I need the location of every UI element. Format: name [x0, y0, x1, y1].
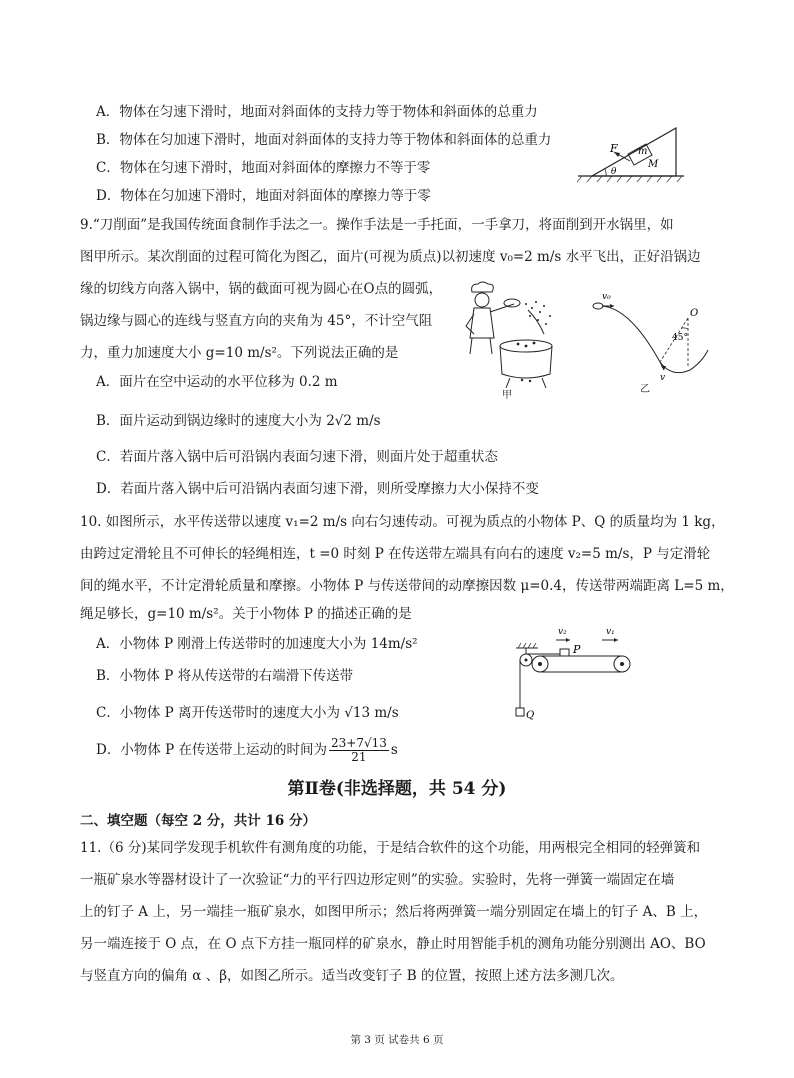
- q10-fig-p: P: [573, 643, 581, 656]
- q10-option-b: B．小物体 P 将从传送带的右端滑下传送带: [96, 668, 354, 684]
- q9-option-c: C．若面片落入锅中后可沿锅内表面匀速下滑，则面片处于超重状态: [96, 449, 498, 465]
- q11-line-4: 另一端连接于 O 点，在 O 点下方挂一瓶同样的矿泉水，静止时用智能手机的测角功能分别测出 AO、BO: [80, 936, 706, 952]
- q10-option-d-unit: s: [390, 742, 398, 758]
- section-two-heading: 二、填空题（每空 2 分，共计 16 分）: [80, 813, 316, 829]
- q10-option-c: C．小物体 P 离开传送带时的速度大小为 √13 m/s: [96, 705, 399, 721]
- q8-fig-f: F: [610, 142, 618, 155]
- q9-option-d: D．若面片落入锅中后可沿锅内表面匀速下滑，则所受摩擦力大小保持不变: [96, 481, 539, 497]
- q10-fraction-numerator: 23+7√13: [331, 736, 387, 750]
- q9-option-b: B．面片运动到锅边缘时的速度大小为 2√2 m/s: [96, 413, 381, 429]
- q11-line-2: 一瓶矿泉水等器材设计了一次验证“力的平行四边形定则”的实验。实验时，先将一弹簧一端固定在墙: [80, 872, 675, 888]
- q8-fig-big-m: M: [648, 159, 659, 170]
- q9-chef-figure: [460, 280, 572, 392]
- q8-option-b: B．物体在匀加速下滑时，地面对斜面体的支持力等于物体和斜面体的总重力: [96, 132, 552, 148]
- q8-incline-figure: [572, 124, 690, 184]
- q8-fig-m: m: [638, 146, 648, 157]
- q10-fraction-denominator: 21: [351, 750, 367, 764]
- q9-fig-v: v: [660, 373, 666, 383]
- q9-trajectory-figure: [590, 288, 720, 384]
- q9-line-5: 力，重力加速度大小 g=10 m/s²。下列说法正确的是: [80, 345, 399, 361]
- q11-line-5: 与竖直方向的偏角 α 、β，如图乙所示。适当改变钉子 B 的位置，按照上述方法多测几次。: [80, 968, 624, 984]
- q10-line-3: 间的绳水平，不计定滑轮质量和摩擦。小物体 P 与传送带间的动摩擦因数 μ=0.4，传送带两端距离 L=5 m，: [80, 578, 734, 594]
- q10-line-4: 绳足够长，g=10 m/s²。关于小物体 P 的描述正确的是: [80, 606, 412, 622]
- q9-line-3: 缘的切线方向落入锅中，锅的截面可视为圆心在O点的圆弧，: [80, 281, 443, 297]
- q9-fig-yi-label: 乙: [640, 384, 650, 395]
- q8-fig-theta: θ: [611, 167, 617, 177]
- q9-fig-jia-label: 甲: [502, 390, 512, 401]
- q10-option-a: A．小物体 P 刚滑上传送带时的加速度大小为 14m/s²: [96, 636, 418, 652]
- q9-line-2: 图甲所示。某次削面的过程可简化为图乙，面片(可视为质点)以初速度 v₀=2 m/s 水平飞出，正好沿锅边: [80, 249, 701, 265]
- q10-fig-v2: v₂: [558, 627, 567, 637]
- q10-line-1: 10. 如图所示，水平传送带以速度 v₁=2 m/s 向右匀速传动。可视为质点的小物体 P、Q 的质量均为 1 kg，: [80, 514, 725, 530]
- q11-line-3: 上的钉子 A 上，另一端挂一瓶矿泉水，如图甲所示；然后将两弹簧一端分别固定在墙上的钉子 A、B 上，: [80, 904, 708, 920]
- page-footer: 第 3 页 试卷共 6 页: [350, 1034, 444, 1046]
- q10-line-2: 由跨过定滑轮且不可伸长的轻绳相连，t =0 时刻 P 在传送带左端具有向右的速度 v₂=5 m/s，P 与定滑轮: [80, 546, 711, 562]
- q10-option-d-text: D．小物体 P 在传送带上运动的时间为: [96, 742, 327, 758]
- q10-fig-v1: v₁: [606, 627, 615, 637]
- q9-line-4: 锅边缘与圆心的连线与竖直方向的夹角为 45°，不计空气阻: [80, 313, 433, 329]
- q8-option-d: D．物体在匀加速下滑时，地面对斜面体的摩擦力等于零: [96, 188, 431, 204]
- part-two-heading: 第Ⅱ卷(非选择题，共 54 分): [287, 779, 507, 799]
- q9-option-a: A．面片在空中运动的水平位移为 0.2 m: [96, 374, 338, 390]
- q9-fig-o: O: [690, 308, 699, 319]
- q11-line-1: 11.（6 分)某同学发现手机软件有测角度的功能，于是结合软件的这个功能，用两根完全相同的轻弹簧和: [80, 840, 701, 856]
- q8-option-a: A．物体在匀速下滑时，地面对斜面体的支持力等于物体和斜面体的总重力: [96, 104, 538, 120]
- q9-fig-angle: 45°: [672, 333, 688, 343]
- q10-fig-q: Q: [526, 710, 535, 721]
- q9-line-1: 9.“刀削面”是我国传统面食制作手法之一。操作手法是一手托面，一手拿刀，将面削到开水锅里，如: [80, 217, 674, 233]
- q10-option-d-fraction: [329, 737, 389, 764]
- q10-conveyor-figure: [510, 620, 640, 728]
- q8-option-c: C．物体在匀速下滑时，地面对斜面体的摩擦力不等于零: [96, 160, 431, 176]
- q10-option-d: [96, 737, 398, 764]
- q9-fig-v0: v₀: [602, 292, 611, 302]
